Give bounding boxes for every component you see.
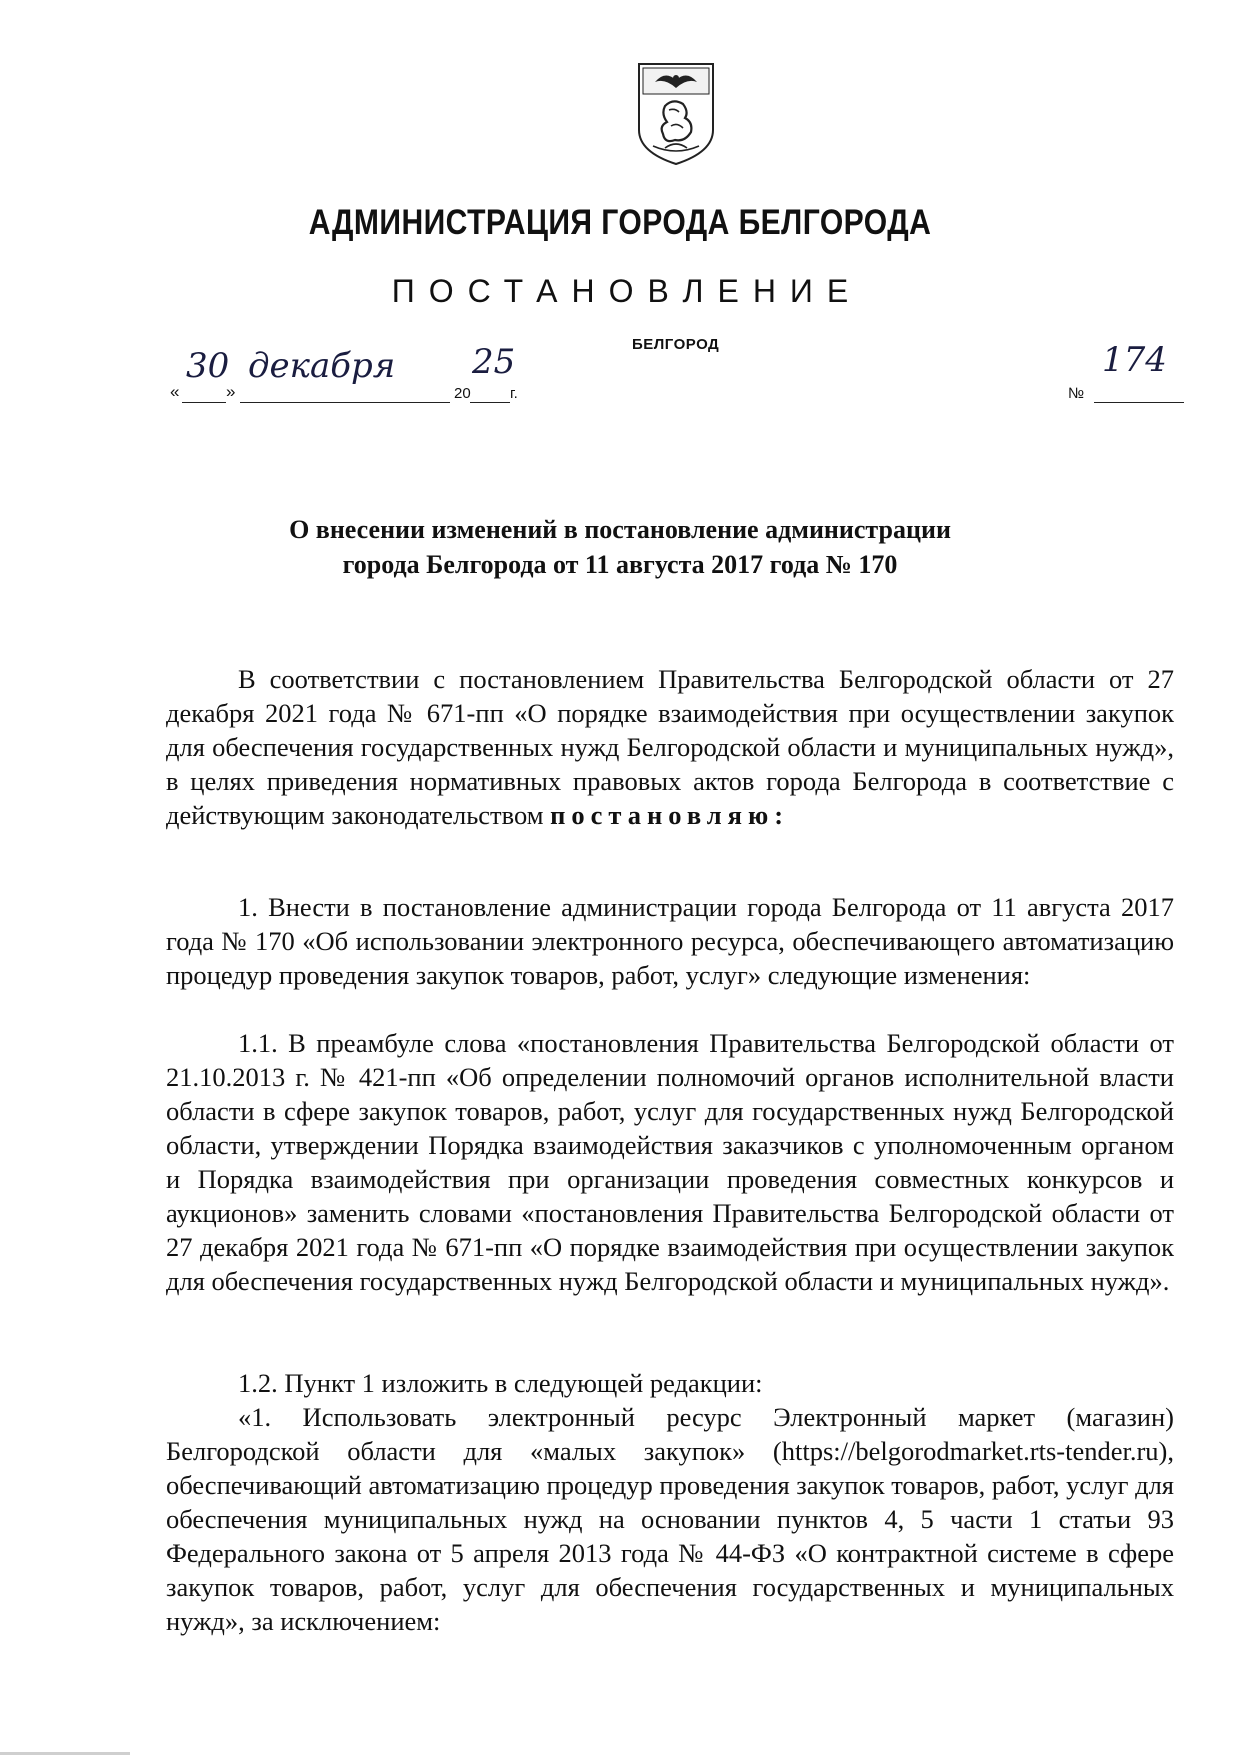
item-1-2-text-paragraph: «1. Использовать электронный ресурс Электронный маркет (магазин) Белгородской области для «малых закупок» (https://belgorodmarket.rts-tender.ru), обеспечивающий автоматизацию процедур проведения закупок товаров, работ, услуг для обеспечения муниципальных нужд на основании пунктов 4, 5 части 1 статьи 93 Федерального закона от 5 апреля 2013 года № 44-ФЗ «О контрактной системе в сфере закупок товаров, работ, услуг для обеспечения государственных и муниципальных нужд», за исключением: bbox=[166, 1402, 1174, 1636]
date-year-prefix: 20 bbox=[454, 385, 471, 402]
day-underline bbox=[182, 402, 226, 403]
date-day-handwritten: 30 bbox=[186, 346, 230, 386]
title-line-1: О внесении изменений в постановление администрации bbox=[289, 515, 951, 544]
preamble-text: В соответствии с постановлением Правительства Белгородской области от 27 декабря 2021 года № 671-пп «О порядке взаимодействия при осуществлении закупок для обеспечения государственных нужд Белгородской области и муниципальных нужд», в целях приведения нормативных правовых актов города Белгорода в соответствие с действующим законодательством bbox=[166, 664, 1174, 830]
document-type: ПОСТАНОВЛЕНИЕ bbox=[391, 273, 863, 309]
number-label: № bbox=[1068, 385, 1085, 402]
date-close-quote: » bbox=[226, 382, 236, 401]
document-number-handwritten: 174 bbox=[1102, 340, 1167, 380]
organization-name: АДМИНИСТРАЦИЯ ГОРОДА БЕЛГОРОДА bbox=[308, 203, 932, 242]
date-month-handwritten: декабря bbox=[248, 346, 396, 386]
date-year-handwritten: 25 bbox=[472, 342, 516, 382]
item-1-1-paragraph: 1.1. В преамбуле слова «постановления Правительства Белгородской области от 21.10.2013 г. № 421-пп «Об определении полномочий органов исполнительной власти области в сфере закупок товаров, работ, услуг для государственных нужд Белгородской области, утверждении Порядка взаимодействия заказчиков с уполномоченным органом и Порядка взаимодействия при организации проведения совместных конкурсов и аукционов» заменить словами «постановления Правительства Белгородской области от 27 декабря 2021 года № 671-пп «О порядке взаимодействия при осуществлении закупок для обеспечения государственных нужд Белгородской области и муниципальных нужд». bbox=[166, 1028, 1174, 1296]
decree-word: постановляю: bbox=[550, 800, 790, 830]
number-underline bbox=[1094, 402, 1184, 403]
month-underline bbox=[240, 402, 450, 403]
item-1-2-paragraph: 1.2. Пункт 1 изложить в следующей редакции: bbox=[238, 1368, 763, 1398]
title-line-2: города Белгорода от 11 августа 2017 года № 170 bbox=[342, 550, 898, 579]
coat-of-arms-emblem-icon bbox=[635, 60, 717, 168]
date-open-quote: « bbox=[170, 382, 180, 401]
preamble-paragraph bbox=[166, 662, 1174, 832]
item-1-paragraph: 1. Внести в постановление администрации города Белгорода от 11 августа 2017 года № 170 «Об использовании электронного ресурса, обеспечивающего автоматизацию процедур проведения закупок товаров, работ, услуг» следующие изменения: bbox=[166, 892, 1174, 990]
date-year-label: г. bbox=[510, 385, 518, 402]
document-title bbox=[150, 512, 1090, 582]
year-underline bbox=[470, 402, 510, 403]
city-name: БЕЛГОРОД bbox=[632, 336, 720, 353]
